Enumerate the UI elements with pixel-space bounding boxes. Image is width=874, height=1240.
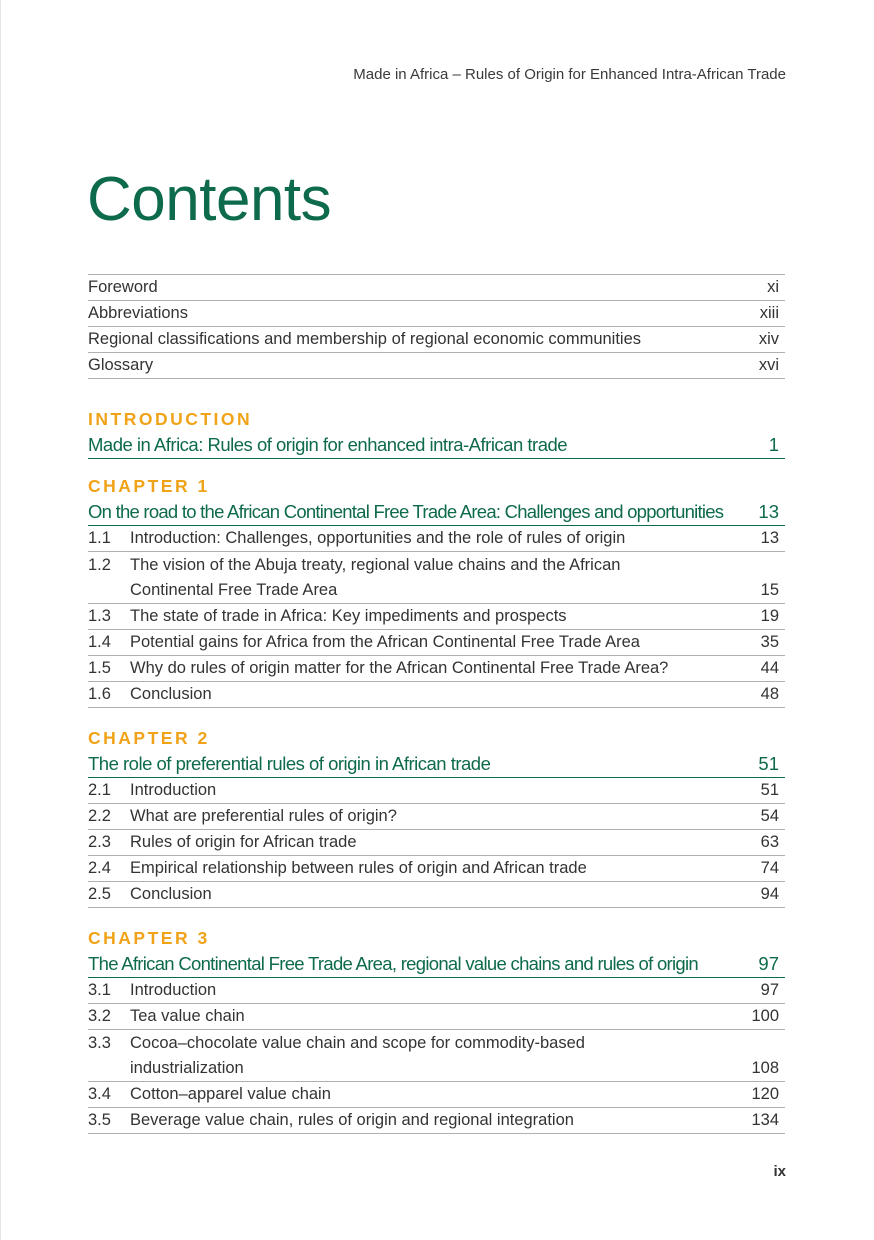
toc-section-1-5[interactable] [88, 656, 785, 682]
section-title: Rules of origin for African trade [130, 833, 357, 851]
chapter-title-text: On the road to the African Continental Free Trade Area: Challenges and opportunities [88, 501, 724, 522]
chapter-3-heading: CHAPTER 3 [88, 928, 210, 948]
chapter-1-title-entry[interactable] [88, 498, 785, 526]
section-title: Empirical relationship between rules of origin and African trade [130, 859, 587, 877]
chapter-title-text: The African Continental Free Trade Area, regional value chains and rules of origin [88, 953, 699, 974]
toc-entry-label: Regional classifications and membership of regional economic communities [88, 330, 642, 348]
toc-section-1-3[interactable] [88, 604, 785, 630]
section-number: 1.4 [88, 633, 111, 651]
running-header: Made in Africa – Rules of Origin for Enhanced Intra-African Trade [353, 66, 786, 83]
section-number: 1.6 [88, 685, 111, 703]
toc-section-1-2-continued[interactable] [88, 578, 785, 604]
toc-section-2-2[interactable] [88, 804, 785, 830]
toc-entry-abbreviations[interactable] [88, 301, 785, 327]
toc-section-2-3[interactable] [88, 830, 785, 856]
toc-entry-page: xiii [759, 304, 779, 322]
toc-section-1-6[interactable] [88, 682, 785, 708]
section-page: 100 [751, 1007, 779, 1025]
toc-entry-foreword[interactable] [88, 274, 785, 301]
section-page: 19 [760, 607, 779, 625]
section-number: 1.3 [88, 607, 111, 625]
toc-section-2-4[interactable] [88, 856, 785, 882]
toc-section-3-3[interactable] [88, 1030, 785, 1056]
chapter-title-page: 1 [768, 434, 779, 455]
section-page: 44 [760, 659, 779, 677]
section-page: 97 [760, 981, 779, 999]
toc-section-2-5[interactable] [88, 882, 785, 908]
toc-entry-label: Glossary [88, 356, 154, 374]
toc-section-1-4[interactable] [88, 630, 785, 656]
page-number: ix [773, 1163, 786, 1180]
toc-entry-page: xiv [758, 330, 779, 348]
toc-section-1-1[interactable] [88, 526, 785, 552]
section-title: What are preferential rules of origin? [130, 807, 397, 825]
section-title: Potential gains for Africa from the African Continental Free Trade Area [130, 633, 640, 651]
section-number: 3.3 [88, 1034, 111, 1052]
page-title: Contents [87, 165, 332, 234]
section-title: Conclusion [130, 685, 212, 703]
toc-section-3-3-continued[interactable] [88, 1056, 785, 1082]
section-number: 2.4 [88, 859, 111, 877]
chapter-1-heading: CHAPTER 1 [88, 476, 210, 496]
section-page: 48 [760, 685, 779, 703]
toc-section-3-1[interactable] [88, 978, 785, 1004]
section-title: Conclusion [130, 885, 212, 903]
toc-section-2-1[interactable] [88, 778, 785, 804]
toc-section-3-2[interactable] [88, 1004, 785, 1030]
introduction-title-entry[interactable] [88, 431, 785, 459]
section-number: 1.1 [88, 529, 111, 547]
section-number: 3.4 [88, 1085, 111, 1103]
section-title: Introduction [130, 981, 217, 999]
toc-entry-page: xvi [758, 356, 779, 374]
toc-entry-glossary[interactable] [88, 353, 785, 379]
section-title: Tea value chain [130, 1007, 245, 1025]
section-title: Cocoa–chocolate value chain and scope for commodity-based [130, 1034, 585, 1052]
section-page: 35 [760, 633, 779, 651]
toc-entry-page: xi [767, 278, 779, 296]
page-edge [0, 0, 1, 1240]
toc-section-3-4[interactable] [88, 1082, 785, 1108]
section-title: The vision of the Abuja treaty, regional value chains and the African [130, 556, 621, 574]
chapter-2-title-entry[interactable] [88, 750, 785, 778]
section-number: 2.1 [88, 781, 111, 799]
chapter-2-heading: CHAPTER 2 [88, 728, 210, 748]
section-page: 13 [760, 529, 779, 547]
section-title: Introduction: Challenges, opportunities and the role of rules of origin [130, 529, 626, 547]
section-number: 2.3 [88, 833, 111, 851]
section-title-continued: industrialization [130, 1059, 244, 1077]
toc-entry-label: Foreword [88, 278, 158, 296]
table-of-contents [88, 274, 785, 1134]
section-number: 3.1 [88, 981, 111, 999]
chapter-title-page: 97 [758, 953, 779, 974]
section-title: Beverage value chain, rules of origin and regional integration [130, 1111, 574, 1129]
section-page: 120 [751, 1085, 779, 1103]
section-page: 134 [751, 1111, 779, 1129]
section-title: Introduction [130, 781, 217, 799]
chapter-title-text: Made in Africa: Rules of origin for enhanced intra-African trade [88, 434, 568, 455]
section-title-continued: Continental Free Trade Area [130, 581, 338, 599]
section-title: Why do rules of origin matter for the African Continental Free Trade Area? [130, 659, 669, 677]
section-page: 94 [760, 885, 779, 903]
section-title: Cotton–apparel value chain [130, 1085, 331, 1103]
section-page: 15 [760, 581, 779, 599]
section-number: 1.5 [88, 659, 111, 677]
section-page: 108 [751, 1059, 779, 1077]
section-number: 3.2 [88, 1007, 111, 1025]
section-number: 1.2 [88, 556, 111, 574]
toc-entry-label: Abbreviations [88, 304, 188, 322]
section-number: 3.5 [88, 1111, 111, 1129]
section-page: 54 [760, 807, 779, 825]
toc-section-3-5[interactable] [88, 1108, 785, 1134]
chapter-title-page: 13 [758, 501, 779, 522]
chapter-title-text: The role of preferential rules of origin in African trade [88, 753, 491, 774]
toc-section-1-2[interactable] [88, 552, 785, 578]
toc-entry-regional-classifications[interactable] [88, 327, 785, 353]
section-number: 2.5 [88, 885, 111, 903]
section-page: 51 [760, 781, 779, 799]
section-page: 74 [760, 859, 779, 877]
section-page: 63 [760, 833, 779, 851]
section-title: The state of trade in Africa: Key impediments and prospects [130, 607, 567, 625]
chapter-3-title-entry[interactable] [88, 950, 785, 978]
section-number: 2.2 [88, 807, 111, 825]
chapter-title-page: 51 [758, 753, 779, 774]
introduction-heading: INTRODUCTION [88, 409, 253, 429]
